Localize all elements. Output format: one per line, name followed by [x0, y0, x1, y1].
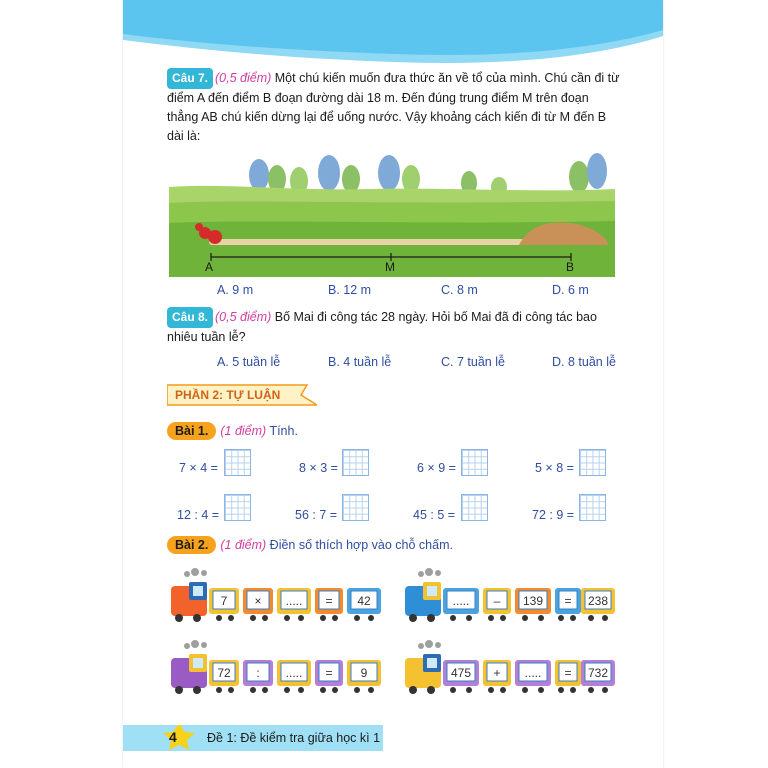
workbook-page	[123, 0, 663, 768]
question-text: Bố Mai đi công tác 28 ngày. Hỏi bố Mai đã đi công tác bao	[271, 310, 597, 324]
answer-grid-input[interactable]	[461, 449, 488, 476]
train-car-value: :	[256, 666, 260, 680]
smoke-icon	[418, 640, 441, 649]
footer-title: Đề 1: Đề kiểm tra giữa học kì 1	[207, 731, 381, 745]
train-puzzle	[401, 640, 617, 700]
answer-grid-input[interactable]	[579, 449, 606, 476]
answer-grid-input[interactable]	[224, 494, 251, 521]
point-label-m: M	[385, 260, 395, 274]
train-car-value: 9	[360, 666, 368, 680]
answer-grid-input[interactable]	[579, 494, 606, 521]
exercise-badge: Bài 1.	[167, 422, 216, 440]
train-car-value: ×	[254, 594, 262, 608]
page-number: 4	[169, 729, 177, 745]
calc-expression: 6 × 9 =	[417, 461, 456, 475]
question-text: thẳng AB chú kiến dừng lại để uống nước. Vậy khoảng cách kiến đi từ M đến B	[167, 110, 607, 124]
calc-expression: 72 : 9 =	[532, 508, 575, 522]
question-text: điểm A đến điểm B đoạn đường dài 18 m. Đến đúng trung điểm M trên đoạn	[167, 91, 589, 105]
question-badge: Câu 8.	[167, 307, 213, 328]
section-title-text: PHẦN 2: TỰ LUẬN	[175, 388, 281, 402]
question-text: dài là:	[167, 129, 201, 143]
train-car-value: –	[493, 594, 501, 608]
section-title	[167, 383, 317, 407]
exercise-text: Điền số thích hợp vào chỗ chấm.	[266, 538, 453, 552]
train-puzzle	[167, 568, 383, 628]
answer-option-a[interactable]: A. 5 tuần lễ	[217, 355, 281, 369]
train-car-value[interactable]: .....	[285, 594, 303, 608]
question-8	[167, 307, 621, 347]
answer-option-d[interactable]: D. 6 m	[552, 283, 589, 297]
train-car-value: 732	[587, 666, 609, 680]
smoke-icon	[184, 640, 207, 649]
question-points: (0,5 điểm)	[215, 71, 272, 85]
answer-option-a[interactable]: A. 9 m	[217, 283, 254, 297]
point-label-a: A	[205, 260, 214, 274]
exercise-1-header	[167, 422, 298, 440]
exercise-badge: Bài 2.	[167, 536, 216, 554]
train-car-value: 475	[450, 666, 472, 680]
train-car-value: =	[564, 594, 572, 608]
question-points: (0,5 điểm)	[215, 310, 272, 324]
train-car-value[interactable]: .....	[452, 594, 470, 608]
train-car-value: 42	[357, 594, 371, 608]
train-car-value: +	[493, 666, 501, 680]
smoke-icon	[418, 568, 441, 577]
exercise-points: (1 điểm)	[220, 424, 267, 438]
answer-grid-input[interactable]	[224, 449, 251, 476]
answer-option-b[interactable]: B. 12 m	[328, 283, 372, 297]
exercise-points: (1 điểm)	[220, 538, 267, 552]
calc-expression: 45 : 5 =	[413, 508, 456, 522]
train-car-value[interactable]: .....	[524, 666, 542, 680]
smoke-icon	[184, 568, 207, 577]
train-puzzle	[401, 568, 617, 628]
train-puzzle	[167, 640, 383, 700]
answer-option-d[interactable]: D. 8 tuần lễ	[552, 355, 616, 369]
answer-option-c[interactable]: C. 7 tuần lễ	[441, 355, 505, 369]
header-wave	[123, 0, 663, 70]
question-badge: Câu 7.	[167, 68, 213, 89]
train-car-value: 7	[220, 594, 228, 608]
point-label-b: B	[566, 260, 575, 274]
train-car-value: =	[564, 666, 572, 680]
calc-expression: 12 : 4 =	[177, 508, 220, 522]
answer-option-c[interactable]: C. 8 m	[441, 283, 478, 297]
answer-grid-input[interactable]	[342, 449, 369, 476]
question-text: nhiêu tuần lễ?	[167, 330, 246, 344]
exercise-text: Tính.	[266, 424, 298, 438]
train-car-value: 139	[522, 594, 544, 608]
train-car-value: 72	[217, 666, 231, 680]
calc-expression: 7 × 4 =	[179, 461, 218, 475]
question-7	[167, 68, 621, 146]
exercise-2-header	[167, 536, 453, 554]
answer-grid-input[interactable]	[461, 494, 488, 521]
calc-expression: 5 × 8 =	[535, 461, 574, 475]
answer-option-b[interactable]: B. 4 tuần lễ	[328, 355, 392, 369]
train-car-value[interactable]: .....	[285, 666, 303, 680]
question-text: Một chú kiến muốn đưa thức ăn về tổ của mình. Chú cần đi từ	[271, 71, 620, 85]
calc-expression: 56 : 7 =	[295, 508, 338, 522]
calc-expression: 8 × 3 =	[299, 461, 338, 475]
train-car-value: =	[325, 666, 333, 680]
answer-grid-input[interactable]	[342, 494, 369, 521]
train-car-value: 238	[587, 594, 609, 608]
footer-bar	[123, 725, 663, 751]
train-car-value: =	[325, 594, 333, 608]
ant-path-illustration	[169, 153, 615, 277]
